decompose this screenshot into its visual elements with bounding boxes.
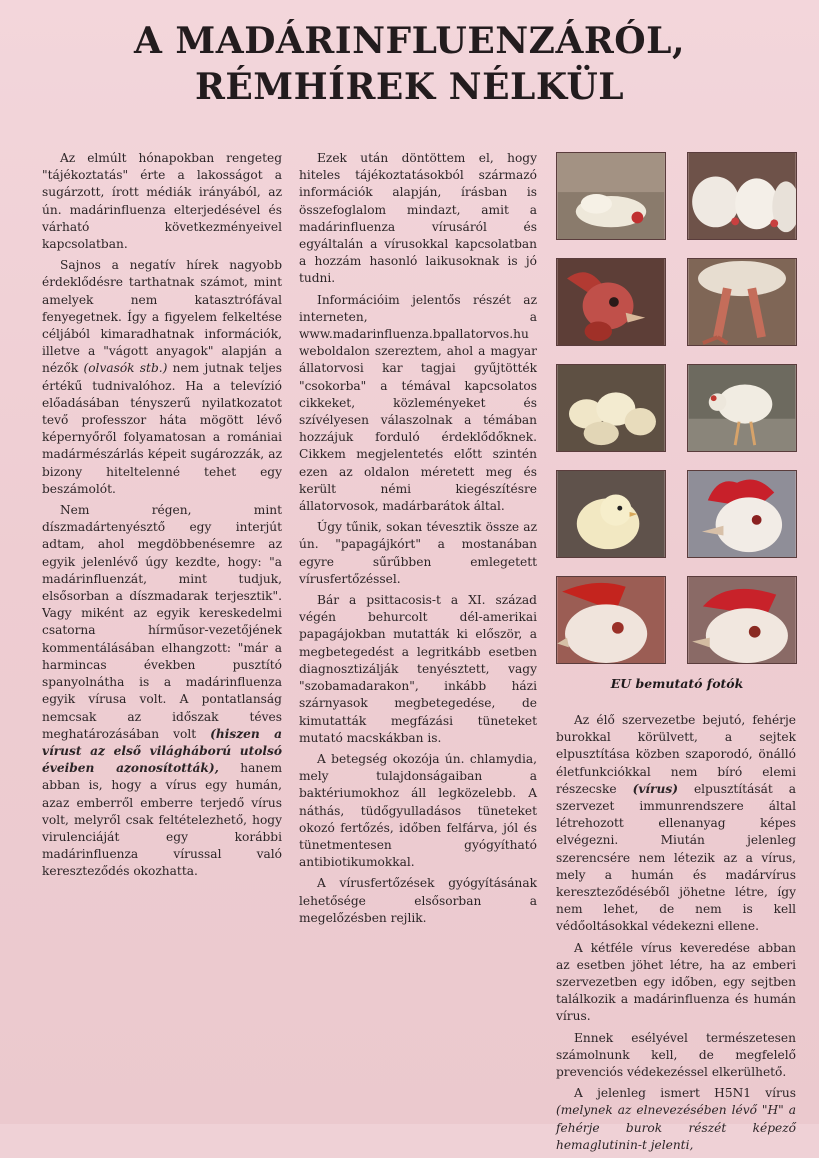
title-line-2: RÉMHÍREK NÉLKÜL bbox=[194, 66, 625, 108]
paragraph: A jelenleg ismert H5N1 vírus (melynek az elnevezésében lévő "H" a fehérje burok részét képező hemaglutinin-t jelenti, bbox=[556, 1086, 796, 1152]
hen-face-closeup-photo bbox=[687, 576, 797, 664]
photo-grid bbox=[556, 152, 798, 660]
photo-caption: EU bemutató fotók bbox=[610, 676, 744, 691]
paragraph: Sajnos a negatív hírek nagyobb érdeklődésre tarthatnak számot, mint amelyek nem katasztrófával fenyegetnek. Így a figyelem felkeltése céljából kimaradhatnak információk, illetve a "vágott anyagok" alapján a nézők (olvasók stb.) nem jutnak teljes értékű tudnivalóhoz. Ha a televízió előadásában tényszerű nyilatkozatot tevő professzor háta mögött lévő képernyőről folyamatosan a romániai madármészárlás képeit sugározzák, az bizony hiteltelenné tehet egy beszámolót. bbox=[42, 258, 282, 496]
paragraph: Az elmúlt hónapokban rengeteg "tájékoztatás" érte a lakosságot a sugárzott, írott médiák irányából, az ún. madárinfluenza elterjedésével és várható következményeivel kapcsolatban. bbox=[42, 151, 282, 252]
paragraph: Nem régen, mint díszmadártenyésztő egy interjút adtam, ahol megdöbbenésemre az egyik jelenlévő úgy kezdte, hogy: "a madárinfluenzát, mint tudjuk, elsősorban a díszmadarak terjesztik". Vagy miként az egyik kereskedelmi csatorna hírműsor-vezetőjének kommentálásában elhangzott: "már a harmincas években pusztító spanyolnátha is a madárinfluenza egyik vírusa volt. A pontatlanság nemcsak az időszak téves meghatározásában volt (hiszen a vírust az első világháború utolsó éveiben azonosították), hanem abban is, hogy a vírus egy humán, azaz emberről emberre terjedő vírus volt, melyről csak feltételezhető, hogy virulenciáját egy korábbi madárinfluenza vírussal való kereszteződés okozhatta. bbox=[42, 503, 283, 879]
text-column-3 bbox=[556, 712, 796, 1158]
hen-head-closeup-photo bbox=[556, 576, 666, 664]
paragraph: Úgy tűnik, sokan tévesztik össze az ún. "papagájkórt" a mostanában egyre sűrűbben emlegetett vírusfertőzéssel. bbox=[299, 520, 537, 586]
paragraph: A betegség okozója ún. chlamydia, mely tulajdonságaiban a baktériumokhoz áll legközelebb. A náthás, tüdőgyulladásos tüneteket okozó fertőzés, időben felfárva, jól és tünetmentesen gyógyítható antibiotikumokkal. bbox=[299, 751, 537, 870]
text-column-2 bbox=[299, 150, 537, 931]
paragraph: A vírusfertőzések gyógyításának lehetősége elsősorban a megelőzésben rejlik. bbox=[299, 876, 537, 925]
paragraph: A kétféle vírus keveredése abban az esetben jöhet létre, ha az emberi szervezetben egy időben, egy sejtben találkozik a madárinfluenza és humán vírus. bbox=[556, 940, 796, 1024]
text-column-1 bbox=[42, 150, 282, 885]
paragraph: Információim jelentős részét az interneten, a www.madarinfluenza.bpallatorvos.hu weboldalon szereztem, ahol a magyar állatorvosi kar tagjai gyűjtötték "csokorba" a témával kapcsolatos cikkeket, közleményeket és szívélyesen válaszolnak a témában hozzájuk forduló érdeklődőknek. Cikkem megjelentetés előtt szintén ezen az oldalon méretett meg és került némi kiegészítésre állatorvosok, madárbarátok által. bbox=[299, 292, 537, 514]
hen-head-red-comb-photo bbox=[687, 470, 797, 558]
chick-closeup-photo bbox=[556, 470, 666, 558]
sick-chicken-lying-photo bbox=[556, 152, 666, 240]
paragraph: Ennek esélyével természetesen számolnunk kell, de megfelelő prevenciós védekezéssel elkerülhető. bbox=[556, 1030, 796, 1080]
paragraph: Bár a psittacosis-t a XI. század végén behurcolt dél-amerikai papagájokban mutatták ki először, a megbetegedést a legritkább esetben diagnosztizálják tenyésztett, vagy "szobamadarakon", inkább házi szárnyasok megbetegedése, de kimutatták megfázási tüneteket mutató macskákban is. bbox=[299, 593, 537, 745]
chicken-feet-photo bbox=[687, 258, 797, 346]
title-line-1: A MADÁRINFLUENZÁRÓL, bbox=[133, 20, 686, 62]
chicks-group-photo bbox=[556, 364, 666, 452]
paragraph: Ezek után döntöttem el, hogy hiteles tájékoztatásokból származó információk alapján, írásban is összefoglalom mindazt, amit a madárinfluenza vírusáról és egyáltalán a vírusokkal kapcsolatban a hozzám hasonló laikusoknak is jó tudni. bbox=[299, 151, 537, 286]
white-chickens-photo bbox=[687, 152, 797, 240]
paragraph: Az élő szervezetbe bejutó, fehérje burokkal körülvett, a sejtek elpusztítása közben szaporodó, önálló életfunkciókkal nem bíró elemi részecske (vírus) elpusztítását a szervezet immunrendszere által létrehozott ellenanyag képes elvégezni. Miután jelenleg szerencsére nem létezik az a vírus, mely a humán és madárvírus kereszteződéséből jöhetne létre, így nem lehet, de nem is kell védőoltásokkal védekezni ellene. bbox=[556, 713, 796, 934]
article-title bbox=[0, 18, 819, 110]
rooster-head-photo bbox=[556, 258, 666, 346]
sick-hen-standing-photo bbox=[687, 364, 797, 452]
